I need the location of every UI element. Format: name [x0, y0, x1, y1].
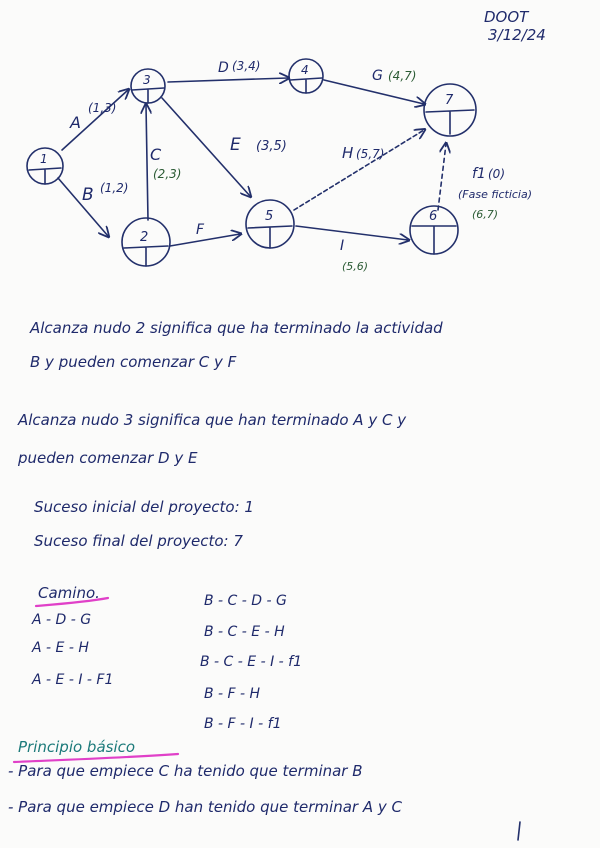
svg-text:6: 6 [429, 209, 438, 224]
svg-text:(1,2): (1,2) [100, 181, 129, 195]
svg-text:(5,6): (5,6) [342, 260, 369, 273]
svg-text:(Fase ficticia): (Fase ficticia) [458, 188, 533, 201]
camino-left-1: A - D - G [32, 612, 92, 628]
svg-text:(3,5): (3,5) [256, 139, 287, 154]
svg-text:4: 4 [301, 63, 309, 77]
line-2a: Alcanza nudo 3 significa que han terminado A y C y [18, 411, 407, 429]
node-1 [27, 148, 63, 184]
svg-text:(2,3): (2,3) [153, 167, 182, 181]
svg-text:(5,7): (5,7) [356, 147, 385, 161]
principio-line-1: - Para que empiece C ha tenido que terminar B [8, 762, 363, 780]
camino-left-2: A - E - H [32, 640, 89, 656]
svg-text:3: 3 [143, 73, 151, 87]
camino-right-1: B - C - D - G [204, 593, 287, 609]
line-2b: pueden comenzar D y E [18, 449, 198, 467]
svg-text:(4,7): (4,7) [388, 69, 417, 83]
svg-text:(0): (0) [488, 167, 505, 181]
node-2 [122, 218, 170, 266]
svg-text:5: 5 [265, 209, 274, 224]
camino-left-3: A - E - I - F1 [32, 672, 114, 688]
edge-I [296, 226, 408, 240]
line-1a: Alcanza nudo 2 significa que ha terminado la actividad [30, 319, 443, 337]
svg-text:A: A [70, 113, 81, 132]
node-6 [410, 206, 458, 254]
line-4: Suceso final del proyecto: 7 [34, 532, 243, 550]
svg-text:(3,4): (3,4) [232, 59, 261, 73]
principio-section [8, 738, 403, 816]
camino-right-5: B - F - I - f1 [204, 716, 282, 732]
caminos-section [31, 584, 302, 732]
line-3: Suceso inicial del proyecto: 1 [34, 498, 254, 516]
edge-H [294, 130, 424, 210]
edge-f1 [438, 144, 446, 210]
node-5 [246, 200, 294, 248]
svg-text:E: E [230, 135, 241, 155]
svg-text:I: I [340, 238, 345, 254]
camino-right-2: B - C - E - H [204, 624, 285, 640]
node-7 [424, 84, 476, 136]
edge-labels [69, 59, 532, 273]
principio-title: Principio básico [18, 738, 136, 756]
svg-text:(6,7): (6,7) [472, 208, 499, 221]
svg-text:F: F [196, 222, 205, 238]
svg-text:1: 1 [40, 152, 48, 166]
node-3 [131, 69, 165, 103]
camino-right-4: B - F - H [204, 686, 261, 702]
edge-C [146, 105, 148, 220]
svg-text:D: D [218, 60, 229, 76]
line-1b: B y pueden comenzar C y F [30, 353, 237, 371]
header-date: 3/12/24 [488, 26, 546, 44]
principio-line-2: - Para que empiece D han tenido que terminar A y C [8, 798, 402, 816]
header-label: DOOT [484, 8, 529, 26]
svg-text:H: H [342, 144, 354, 162]
svg-text:2: 2 [140, 230, 149, 245]
svg-text:G: G [372, 68, 383, 84]
explanations [17, 319, 443, 550]
svg-text:C: C [150, 145, 162, 164]
edge-D [168, 78, 288, 82]
edge-F [170, 234, 240, 246]
pen-stroke [518, 822, 520, 840]
camino-right-3: B - C - E - I - f1 [200, 654, 302, 670]
svg-text:7: 7 [445, 93, 454, 108]
svg-text:f1: f1 [472, 166, 486, 182]
svg-text:B: B [82, 185, 94, 205]
graph-nodes [27, 59, 476, 266]
svg-text:(1,3): (1,3) [88, 101, 117, 115]
node-4 [289, 59, 323, 93]
caminos-title: Camino. [38, 584, 100, 602]
